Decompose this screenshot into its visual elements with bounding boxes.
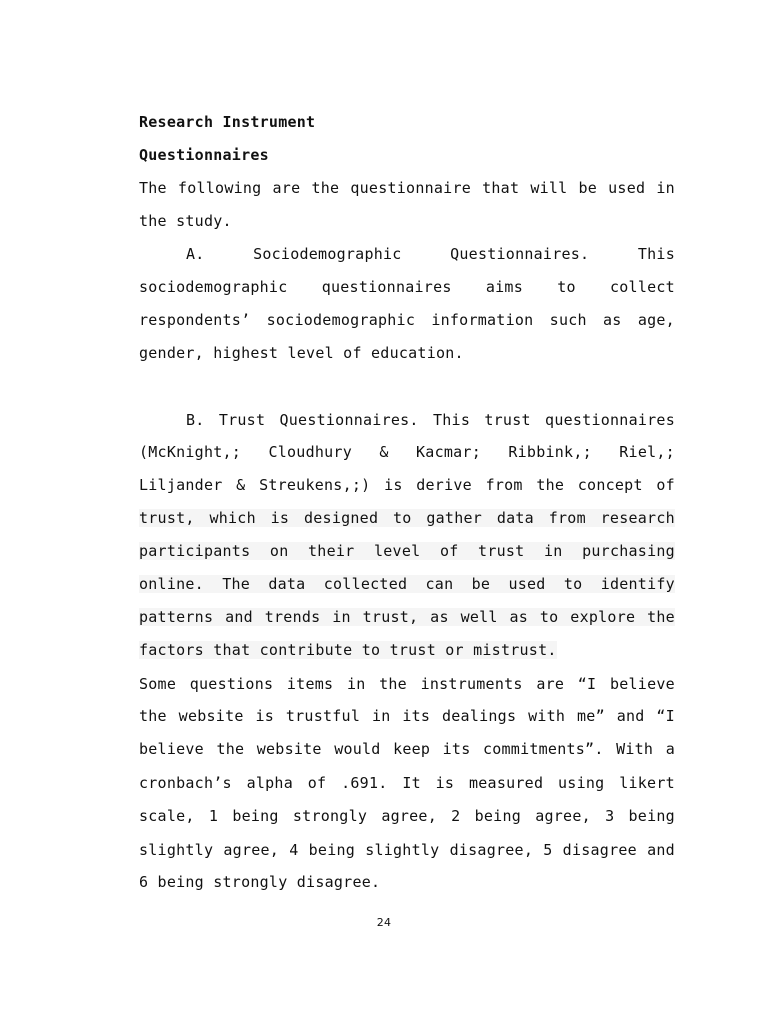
word: will	[530, 179, 568, 197]
word: and	[616, 707, 645, 725]
paragraph-line: factors that contribute to trust or mistrust.	[139, 641, 557, 659]
word: from	[485, 476, 523, 494]
word: respondents’	[139, 311, 251, 329]
word: questions	[189, 675, 274, 693]
word: website	[256, 740, 322, 758]
word: with	[528, 707, 566, 725]
word: questionnaire	[350, 179, 472, 197]
word: The	[222, 575, 251, 593]
word: using	[558, 774, 605, 792]
word: explore	[570, 608, 636, 626]
word: 4	[289, 841, 299, 859]
paragraph-line	[139, 608, 675, 626]
word: Ribbink,;	[508, 443, 592, 461]
paragraph-line	[139, 707, 675, 725]
word: questionnaires	[321, 278, 452, 296]
word: their	[308, 542, 355, 560]
word: to	[557, 278, 576, 296]
word: level	[373, 542, 421, 560]
word: slightly	[139, 841, 214, 859]
word: which	[209, 509, 256, 527]
word: used	[508, 575, 546, 593]
word: the	[139, 707, 167, 725]
paragraph-line	[139, 675, 675, 693]
word: purchasing	[582, 542, 675, 560]
word: data	[268, 575, 306, 593]
word: strongly	[292, 807, 368, 825]
word: online.	[139, 575, 204, 593]
word: age,	[637, 311, 675, 329]
word: be	[471, 575, 491, 593]
word: B.	[186, 411, 205, 429]
word: With	[616, 740, 654, 758]
word: agree,	[381, 807, 437, 825]
word: 1	[208, 807, 219, 825]
word: are	[272, 179, 301, 197]
word: alpha	[246, 774, 293, 792]
word: on	[269, 542, 289, 560]
word: patterns	[139, 608, 214, 626]
paragraph-line: gender, highest level of education.	[139, 344, 464, 362]
word: of	[439, 542, 459, 560]
paragraph-line	[139, 542, 675, 560]
word: identify	[600, 575, 675, 593]
word: This	[432, 411, 471, 429]
word: instruments	[420, 675, 523, 693]
word: trust,	[139, 509, 195, 527]
word: Streukens,;)	[259, 476, 371, 494]
word: is	[435, 774, 455, 792]
paragraph-line	[139, 179, 675, 197]
word: agree,	[535, 807, 591, 825]
paragraph-line	[139, 443, 675, 461]
word: Cloudhury	[268, 443, 352, 461]
word: sociodemographic	[139, 278, 288, 296]
word: Sociodemographic	[253, 245, 402, 263]
section-heading: Research Instrument	[139, 113, 316, 131]
word: following	[177, 179, 262, 197]
word: to	[393, 509, 412, 527]
word: sociodemographic	[266, 311, 416, 329]
word: of	[307, 774, 327, 792]
word: concept	[577, 476, 643, 494]
word: agree,	[223, 841, 280, 859]
word: can	[425, 575, 454, 593]
word: in	[371, 707, 391, 725]
word: such	[549, 311, 587, 329]
word: being	[474, 807, 522, 825]
word: collect	[610, 278, 675, 296]
word: used	[608, 179, 646, 197]
word: trust,	[362, 608, 419, 626]
word: aims	[485, 278, 523, 296]
word: The	[139, 179, 167, 197]
word: in	[544, 542, 563, 560]
word: Trust	[218, 411, 266, 429]
word: Questionnaires.	[450, 245, 590, 263]
word: &	[236, 476, 246, 494]
word: trends	[264, 608, 321, 626]
word: 2	[451, 807, 461, 825]
word: Some	[139, 675, 177, 693]
paragraph-line: the study.	[139, 212, 232, 230]
word: being	[628, 807, 675, 825]
word: being	[232, 807, 279, 825]
page-number: 24	[376, 916, 392, 929]
word: likert	[619, 774, 675, 792]
word: the	[379, 675, 407, 693]
word: website	[178, 707, 244, 725]
word: and	[647, 841, 675, 859]
word: would	[334, 740, 381, 758]
word: as	[509, 608, 529, 626]
word: 5	[543, 841, 553, 859]
word: Riel,;	[619, 443, 675, 461]
paragraph-line	[139, 774, 675, 792]
word: dealings	[442, 707, 517, 725]
word: be	[578, 179, 598, 197]
word: Questionnaires.	[279, 411, 419, 429]
word: well	[460, 608, 498, 626]
word: to	[563, 575, 583, 593]
word: This	[637, 245, 675, 263]
word: items	[286, 675, 334, 693]
word: measured	[469, 774, 544, 792]
word: the	[311, 179, 340, 197]
word: the	[536, 476, 565, 494]
word: trust	[478, 542, 525, 560]
word: (McKnight,;	[139, 443, 242, 461]
word: of	[656, 476, 675, 494]
word: research	[600, 509, 675, 527]
word: Liljander	[139, 476, 223, 494]
paragraph-line	[139, 841, 675, 859]
word: in	[332, 608, 351, 626]
word: Kacmar;	[416, 443, 481, 461]
paragraph-line	[139, 807, 675, 825]
word: .691.	[341, 774, 388, 792]
word: that	[482, 179, 520, 197]
paragraph-line	[139, 740, 675, 758]
word: information	[431, 311, 534, 329]
word: from	[548, 509, 586, 527]
paragraph-line	[139, 278, 675, 296]
word: believe	[609, 675, 675, 693]
word: keep	[393, 740, 431, 758]
word: believe	[139, 740, 204, 758]
word: is	[255, 707, 275, 725]
word: and	[225, 608, 253, 626]
word: disagree,	[449, 841, 534, 859]
word: participants	[139, 542, 251, 560]
word: gather	[426, 509, 483, 527]
word: in	[656, 179, 675, 197]
word: the	[647, 608, 675, 626]
word: It	[402, 774, 421, 792]
word: trustful	[285, 707, 361, 725]
paragraph-line	[139, 509, 675, 527]
paragraph-line	[139, 311, 675, 329]
word: questionnaires	[545, 411, 675, 429]
word: disagree	[562, 841, 637, 859]
word: designed	[304, 509, 379, 527]
word: cronbach’s	[139, 774, 232, 792]
word: scale,	[139, 807, 195, 825]
word: trust	[484, 411, 531, 429]
word: 3	[605, 807, 615, 825]
word: is	[384, 476, 403, 494]
word: &	[379, 443, 389, 461]
word: me”	[577, 707, 605, 725]
word: as	[603, 311, 622, 329]
word: being	[308, 841, 356, 859]
word: commitments”.	[482, 740, 604, 758]
word: in	[346, 675, 366, 693]
word: to	[539, 608, 559, 626]
section-subheading: Questionnaires	[139, 146, 269, 164]
word: collected	[323, 575, 408, 593]
word: derive	[416, 476, 472, 494]
paragraph-line	[186, 411, 675, 429]
paragraph-line	[139, 575, 675, 593]
word: a	[665, 740, 675, 758]
word: are	[536, 675, 565, 693]
word: as	[430, 608, 449, 626]
word: data	[496, 509, 534, 527]
word: is	[270, 509, 290, 527]
paragraph-line	[186, 245, 675, 263]
word: its	[442, 740, 471, 758]
word: the	[216, 740, 245, 758]
word: “I	[577, 675, 597, 693]
paragraph-line: 6 being strongly disagree.	[139, 873, 381, 891]
word: its	[402, 707, 431, 725]
paragraph-line	[139, 476, 675, 494]
word: “I	[656, 707, 675, 725]
word: slightly	[365, 841, 440, 859]
word: A.	[186, 245, 205, 263]
